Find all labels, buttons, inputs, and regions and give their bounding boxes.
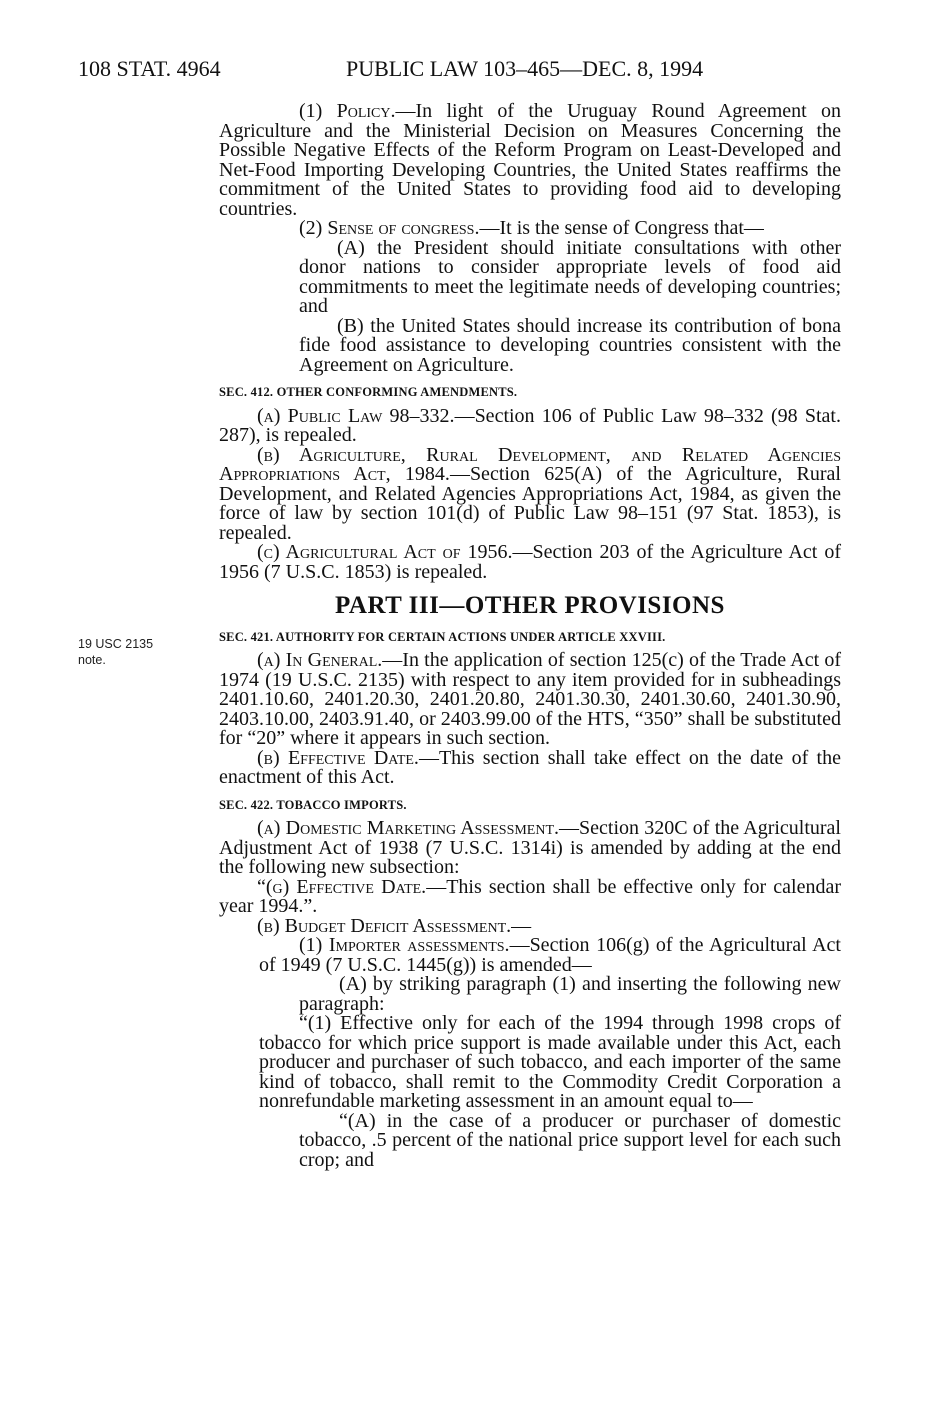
- clause-2b: (B) the United States should increase its contribution of bona fide food assistance to developing countries consistent with the Agreement on Agriculture.: [299, 314, 841, 376]
- text-412c: —Section 203 of the Agriculture Act of 1956 (7 U.S.C. 1853) is repealed.: [219, 541, 841, 583]
- document-body: [219, 102, 841, 1170]
- margin-note: [78, 636, 153, 668]
- clause-422b1A: (A) by striking paragraph (1) and inserting the following new paragraph:: [299, 973, 841, 1015]
- heading-422b: (b) Budget Deficit Assessment.: [257, 914, 512, 937]
- paragraph-421a: [219, 651, 841, 749]
- margin-note-citation: 19 USC 2135: [78, 637, 154, 651]
- text-422b: —: [511, 914, 532, 937]
- text-sense-of-congress: —It is the sense of Congress that—: [479, 217, 764, 239]
- heading-421a: (a) In General.: [257, 649, 383, 671]
- quoted-clause-A: “(A) in the case of a producer or purchaser of domestic tobacco, .5 percent of the national price support level for each such crop; and: [299, 1109, 841, 1171]
- section-421-heading: SEC. 421. AUTHORITY FOR CERTAIN ACTIONS UNDER ARTICLE XXVIII.: [219, 629, 666, 644]
- paragraph-policy: [219, 102, 841, 219]
- heading-422g: “(g) Effective Date.: [257, 875, 427, 898]
- heading-422a: (a) Domestic Marketing Assessment.: [257, 817, 560, 839]
- heading-421b: (b) Effective Date.: [257, 746, 419, 769]
- page-identifier: 108 STAT. 4964: [78, 56, 221, 81]
- heading-412b: (b) Agriculture, Rural Development, and Related Agencies Appropriations Act, 1984.: [219, 443, 841, 485]
- paragraph-412b: [219, 443, 841, 544]
- clause-2a: (A) the President should initiate consultations with other donor nations to consider appropriate levels of food aid commitments to meet the legitimate needs of developing countries; and: [299, 236, 841, 317]
- paragraph-sense-of-congress: [219, 219, 841, 239]
- text-422a: —Section 320C of the Agricultural Adjustment Act of 1938 (7 U.S.C. 1314i) is amended by adding at the end the following new subsection:: [219, 817, 841, 878]
- heading-sense-of-congress: (2) Sense of congress.: [299, 217, 480, 239]
- heading-412a: (a) Public Law 98–332.: [257, 404, 455, 427]
- text-421b: —This section shall take effect on the date of the enactment of this Act.: [219, 746, 841, 788]
- section-422-heading: SEC. 422. TOBACCO IMPORTS.: [219, 797, 407, 812]
- paragraph-421b: [219, 746, 841, 788]
- paragraph-422g: [219, 875, 841, 917]
- heading-policy: (1) Policy.: [299, 100, 396, 122]
- heading-422b1: (1) Importer assessments.: [299, 934, 510, 956]
- paragraph-422a: [219, 819, 841, 878]
- margin-note-label: note.: [78, 653, 106, 667]
- law-identifier: PUBLIC LAW 103–465—DEC. 8, 1994: [346, 56, 704, 81]
- text-412a: —Section 106 of Public Law 98–332 (98 Stat. 287), is repealed.: [219, 404, 841, 446]
- heading-412c: (c) Agricultural Act of 1956.: [257, 541, 513, 563]
- quoted-paragraph-1: “(1) Effective only for each of the 1994 through 1998 crops of tobacco for which price support is made available under this Act, each producer and purchaser of such tobacco, and each importer of the same kind of tobacco, shall remit to the Commodity Credit Corporation a nonrefundable marketing assessment in an amount equal to—: [259, 1012, 841, 1112]
- text-policy: —In light of the Uruguay Round Agreement on Agriculture and the Ministerial Decision on Measures Concerning the Possible Negative Effects of the Reform Program on Least-Developed and Net-Food Importing Developing Countries, the United States reaffirms the commitment of the United States to providing food aid to developing countries.: [219, 100, 841, 220]
- text-422g: —This section shall be effective only for calendar year 1994.”.: [219, 875, 841, 917]
- text-422b1: —Section 106(g) of the Agricultural Act of 1949 (7 U.S.C. 1445(g)) is amended—: [259, 934, 841, 976]
- text-421a: —In the application of section 125(c) of the Trade Act of 1974 (19 U.S.C. 2135) with respect to any item provided for in subheadings 2401.10.60, 2401.20.30, 2401.20.80, 2401.30.30, 2401.30.60, 2401.30.90, 2403.10.00, 2403.91.40, or 2403.99.00 of the HTS, “350” shall be substituted for “20” where it appears in such section.: [219, 649, 841, 749]
- paragraph-422b1: [219, 936, 841, 975]
- text-412b: —Section 625(A) of the Agriculture, Rural Development, and Related Agencies Appropriations Act, 1984, as given the force of law by section 101(d) of Public Law 98–151 (97 Stat. 1853), is repealed.: [219, 463, 841, 544]
- paragraph-412a: [219, 404, 841, 446]
- section-412-heading: SEC. 412. OTHER CONFORMING AMENDMENTS.: [219, 385, 518, 399]
- paragraph-412c: [219, 543, 841, 582]
- part-3-title: PART III—OTHER PROVISIONS: [335, 592, 725, 619]
